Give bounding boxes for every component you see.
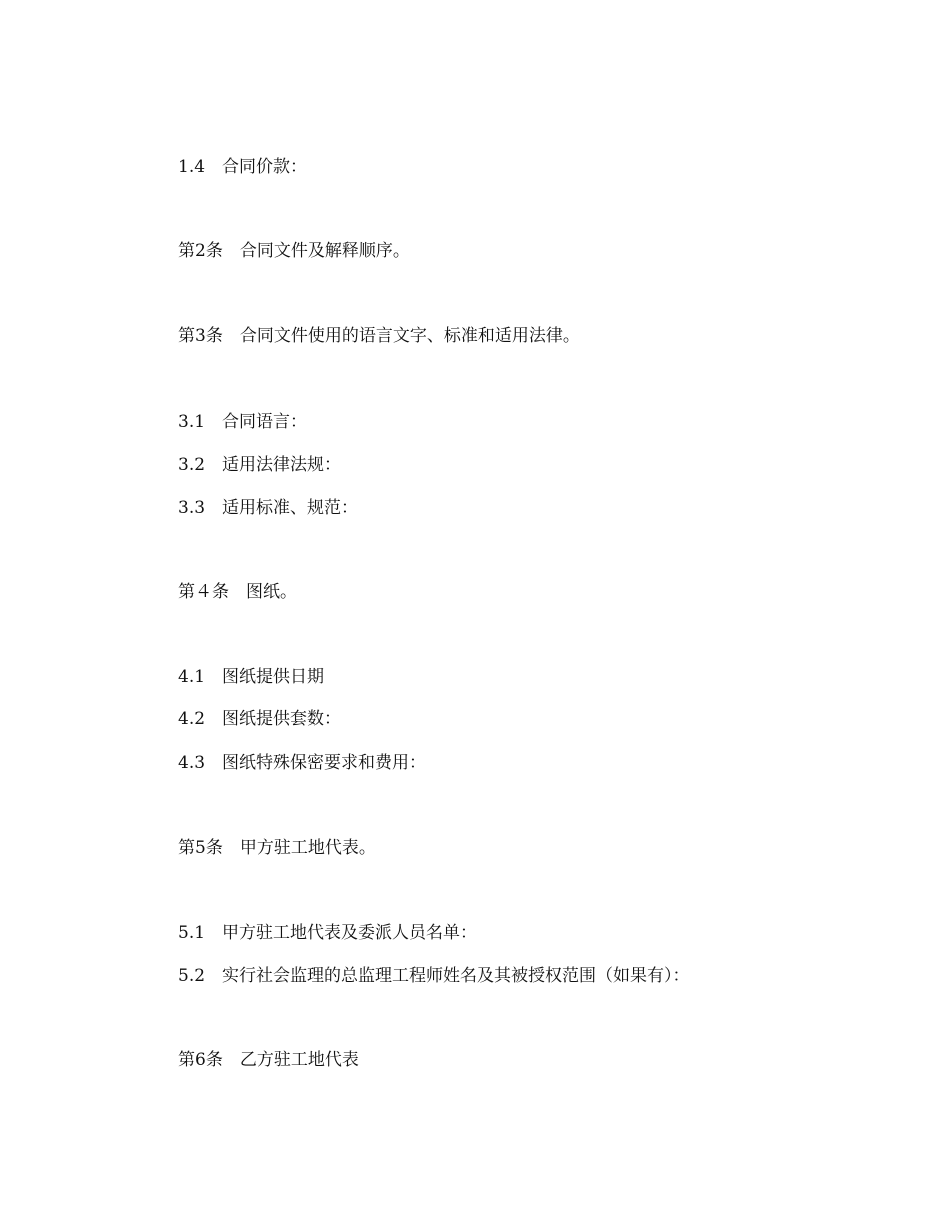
clause-3-1: 3.1 合同语言： xyxy=(178,412,308,432)
clause-4-2: 4.2 图纸提供套数： xyxy=(178,709,342,729)
article-4-heading: 第４条 图纸。 xyxy=(178,582,297,602)
clause-1-4-contract-price: 1.4 合同价款： xyxy=(178,157,308,177)
clause-4-1: 4.1 图纸提供日期 xyxy=(178,667,325,687)
clause-5-1: 5.1 甲方驻工地代表及委派人员名单： xyxy=(178,923,478,943)
clause-3-2: 3.2 适用法律法规： xyxy=(178,455,342,475)
clause-3-3: 3.3 适用标准、规范： xyxy=(178,498,359,518)
article-6-heading: 第6条 乙方驻工地代表 xyxy=(178,1050,359,1070)
clause-5-2: 5.2 实行社会监理的总监理工程师姓名及其被授权范围（如果有）： xyxy=(178,966,690,986)
article-2-heading: 第2条 合同文件及解释顺序。 xyxy=(178,241,410,261)
clause-4-3: 4.3 图纸特殊保密要求和费用： xyxy=(178,753,427,773)
article-3-heading: 第3条 合同文件使用的语言文字、标准和适用法律。 xyxy=(178,326,580,346)
article-5-heading: 第5条 甲方驻工地代表。 xyxy=(178,838,376,858)
